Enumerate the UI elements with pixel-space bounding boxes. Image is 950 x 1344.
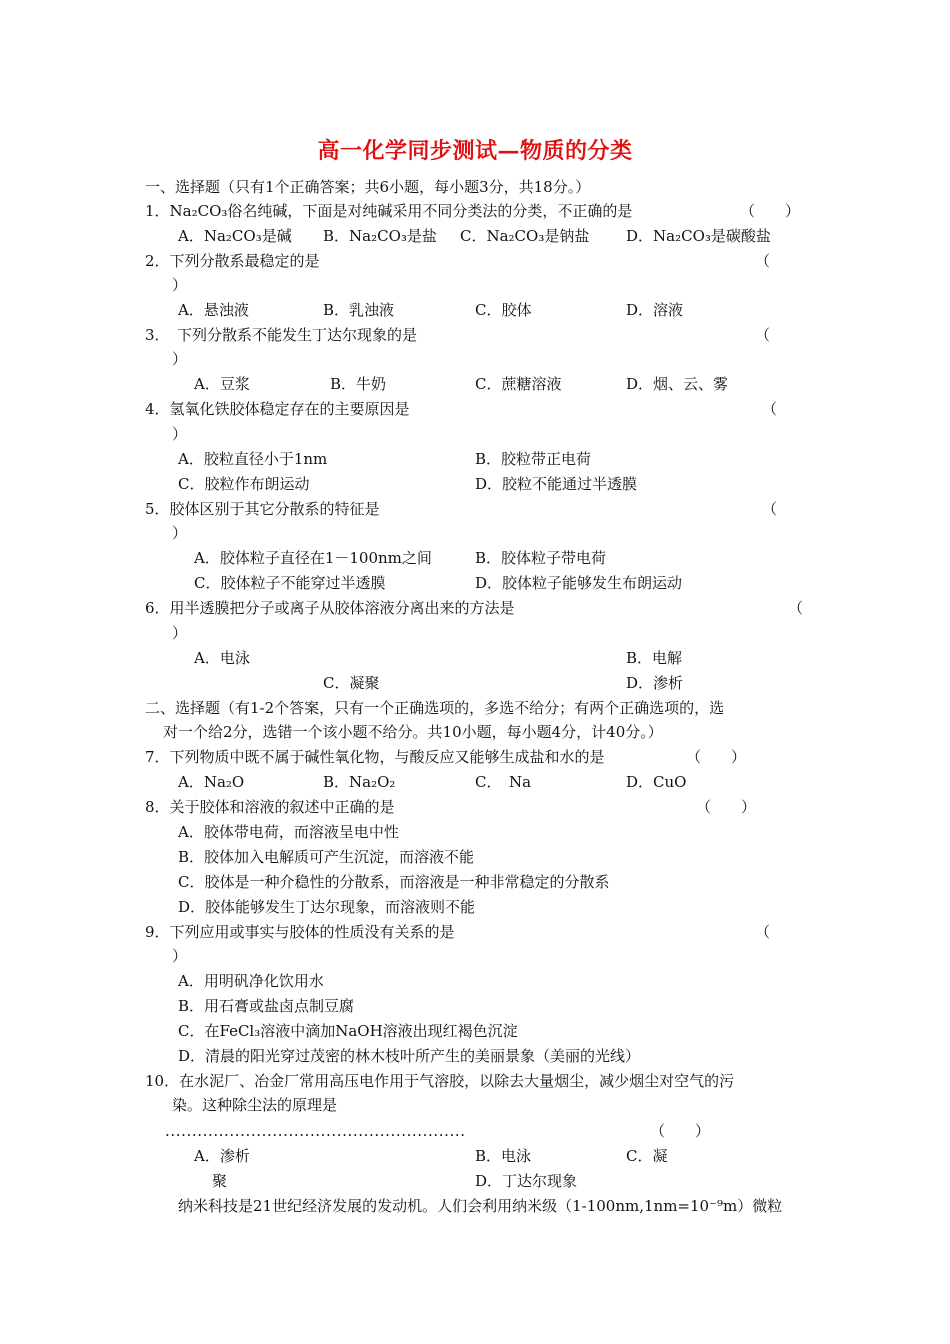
q10-option-a: A．渗析	[194, 1147, 250, 1165]
section-2-header-line2: 对一个给2分，选错一个该小题不给分。共10小题，每小题4分，计40分。）	[163, 723, 663, 741]
q2-option-b: B．乳浊液	[323, 301, 395, 319]
section-1-header: 一、选择题（只有1个正确答案；共6小题，每小题3分，共18分。）	[145, 178, 591, 196]
q8-option-b: B．胶体加入电解质可产生沉淀，而溶液不能	[178, 848, 475, 866]
q10-option-c-wrap: 聚	[212, 1172, 228, 1190]
q10-option-d: D．丁达尔现象	[475, 1172, 578, 1190]
q8-answer-paren: （ ）	[696, 798, 757, 816]
q3-paren-open: （	[755, 326, 771, 344]
q4-paren-open: （	[762, 400, 778, 418]
q2-paren-open: （	[755, 252, 771, 270]
q6-stem: 6．用半透膜把分子或离子从胶体溶液分离出来的方法是	[145, 599, 515, 617]
q7-option-a: A．Na₂O	[178, 773, 245, 791]
q6-paren-open: （	[788, 599, 804, 617]
q10-dot-leader: ........................................................	[165, 1122, 466, 1140]
q3-option-b: B．牛奶	[330, 375, 387, 393]
q6-option-a: A．电泳	[194, 649, 250, 667]
q2-option-a: A．悬浊液	[178, 301, 249, 319]
q2-paren-close: ）	[172, 276, 188, 294]
q9-paren-close: ）	[172, 947, 188, 965]
q9-option-a: A．用明矾净化饮用水	[178, 972, 324, 990]
q4-option-a: A．胶粒直径小于1nm	[178, 450, 328, 468]
q3-option-d: D．烟、云、雾	[626, 375, 729, 393]
q9-option-c: C．在FeCl₃溶液中滴加NaOH溶液出现红褐色沉淀	[178, 1022, 518, 1040]
q7-stem: 7．下列物质中既不属于碱性氧化物，与酸反应又能够生成盐和水的是	[145, 748, 605, 766]
q5-paren-close: ）	[172, 524, 188, 542]
q1-stem: 1．Na₂CO₃俗名纯碱，下面是对纯碱采用不同分类法的分类，不正确的是	[145, 202, 633, 220]
q4-option-c: C．胶粒作布朗运动	[178, 475, 310, 493]
q8-stem: 8．关于胶体和溶液的叙述中正确的是	[145, 798, 395, 816]
q7-option-b: B．Na₂O₂	[323, 773, 396, 791]
q5-option-d: D．胶体粒子能够发生布朗运动	[475, 574, 683, 592]
q9-stem: 9．下列应用或事实与胶体的性质没有关系的是	[145, 923, 455, 941]
q4-stem: 4．氢氧化铁胶体稳定存在的主要原因是	[145, 400, 410, 418]
q6-option-d: D．渗析	[626, 674, 684, 692]
q4-paren-close: ）	[172, 425, 188, 443]
q10-option-c: C．凝	[626, 1147, 668, 1165]
q8-option-d: D．胶体能够发生丁达尔现象，而溶液则不能	[178, 898, 476, 916]
q4-option-d: D．胶粒不能通过半透膜	[475, 475, 638, 493]
q2-option-d: D．溶液	[626, 301, 684, 319]
q1-option-c: C．Na₂CO₃是钠盐	[460, 227, 590, 245]
q10-stem-line2: 染。这种除尘法的原理是	[172, 1096, 338, 1114]
q1-option-a: A．Na₂CO₃是碱	[178, 227, 292, 245]
q3-option-a: A．豆浆	[194, 375, 250, 393]
q5-option-b: B．胶体粒子带电荷	[475, 549, 607, 567]
q3-paren-close: ）	[172, 350, 188, 368]
q10-answer-paren: （ ）	[650, 1122, 711, 1140]
q6-option-c: C．凝聚	[323, 674, 380, 692]
q2-stem: 2．下列分散系最稳定的是	[145, 252, 320, 270]
q3-stem: 3． 下列分散系不能发生丁达尔现象的是	[145, 326, 418, 344]
q5-option-a: A．胶体粒子直径在1－100nm之间	[194, 549, 432, 567]
q1-option-d: D．Na₂CO₃是碳酸盐	[626, 227, 771, 245]
q5-stem: 5．胶体区别于其它分散系的特征是	[145, 500, 380, 518]
q9-paren-open: （	[755, 923, 771, 941]
q10-stem-line1: 10．在水泥厂、冶金厂常用高压电作用于气溶胶，以除去大量烟尘，减少烟尘对空气的污	[145, 1072, 735, 1090]
q7-option-c: C． Na	[475, 773, 532, 791]
q7-option-d: D．CuO	[626, 773, 687, 791]
q5-paren-open: （	[762, 500, 778, 518]
q6-option-b: B．电解	[626, 649, 683, 667]
tail-paragraph: 纳米科技是21世纪经济发展的发动机。人们会利用纳米级（1-100nm,1nm=10⁻⁹m）微粒	[178, 1197, 783, 1215]
q8-option-c: C．胶体是一种介稳性的分散系，而溶液是一种非常稳定的分散系	[178, 873, 610, 891]
q1-option-b: B．Na₂CO₃是盐	[323, 227, 437, 245]
q2-option-c: C．胶体	[475, 301, 532, 319]
q5-option-c: C．胶体粒子不能穿过半透膜	[194, 574, 386, 592]
q7-answer-paren: （ ）	[686, 748, 747, 766]
q6-paren-close: ）	[172, 624, 188, 642]
q4-option-b: B．胶粒带正电荷	[475, 450, 592, 468]
page-title: 高一化学同步测试—物质的分类	[317, 138, 633, 164]
q9-option-d: D．清晨的阳光穿过茂密的林木枝叶所产生的美丽景象（美丽的光线）	[178, 1047, 641, 1065]
q3-option-c: C．蔗糖溶液	[475, 375, 562, 393]
q1-answer-paren: （ ）	[740, 202, 801, 220]
q10-option-b: B．电泳	[475, 1147, 532, 1165]
section-2-header-line1: 二、选择题（有1-2个答案，只有一个正确选项的，多选不给分；有两个正确选项的，选	[145, 699, 725, 717]
q8-option-a: A．胶体带电荷，而溶液呈电中性	[178, 823, 399, 841]
q9-option-b: B．用石膏或盐卤点制豆腐	[178, 997, 355, 1015]
